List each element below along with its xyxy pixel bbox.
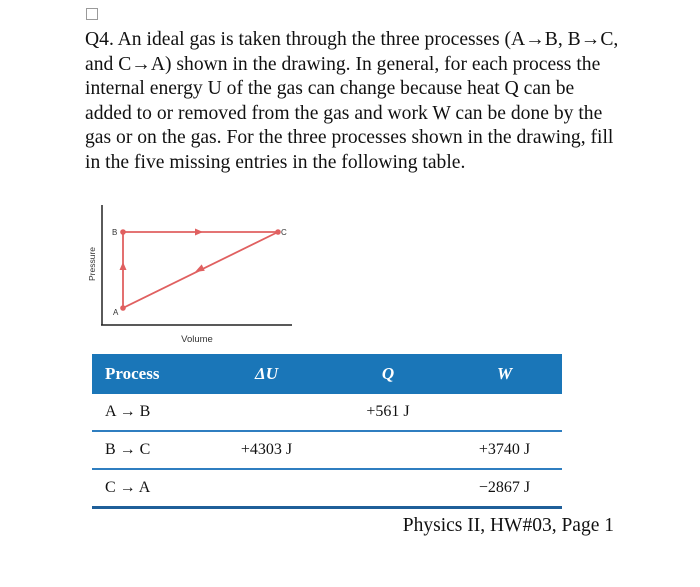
- cell-delta-u: [204, 469, 329, 508]
- table-row: [92, 431, 562, 469]
- arrow-a-to-b: [120, 262, 127, 270]
- cell-process: C → A: [92, 469, 204, 508]
- x-axis-label: Volume: [181, 334, 213, 344]
- table-row: [92, 469, 562, 508]
- pv-diagram: [84, 204, 294, 344]
- header-w: W: [447, 354, 562, 394]
- arrow-b-to-c: [195, 229, 203, 236]
- cell-process: A → B: [92, 394, 204, 431]
- cell-w: −2867 J: [447, 469, 562, 508]
- label-c: C: [281, 228, 287, 237]
- cell-q: [329, 469, 447, 508]
- point-a: [120, 305, 126, 311]
- cell-w: +3740 J: [447, 431, 562, 469]
- header-process: Process: [92, 354, 204, 394]
- cell-process: B → C: [92, 431, 204, 469]
- cell-delta-u: +4303 J: [204, 431, 329, 469]
- table-header-row: [92, 354, 562, 394]
- page-footer: Physics II, HW#03, Page 1: [402, 515, 614, 536]
- cell-q: +561 J: [329, 394, 447, 431]
- question-text: Q4. An ideal gas is taken through the three processes (A→B, B→C, and C→A) shown in the drawing. In general, for each process the internal energy U of the gas can change because heat Q can be added to or removed from the gas and work W can be done by the gas or on the gas. For the three processes shown in the drawing, fill in the five missing entries in the following table.: [85, 29, 619, 173]
- header-q: Q: [329, 354, 447, 394]
- cell-q: [329, 431, 447, 469]
- checkbox[interactable]: [86, 8, 98, 20]
- y-axis-label: Pressure: [87, 246, 97, 282]
- label-b: B: [112, 228, 118, 237]
- header-delta-u: ΔU: [204, 354, 329, 394]
- point-c: [275, 229, 281, 235]
- cell-w: [447, 394, 562, 431]
- process-table: [92, 354, 562, 509]
- cell-delta-u: [204, 394, 329, 431]
- point-b: [120, 229, 126, 235]
- label-a: A: [113, 308, 119, 317]
- arrow-c-to-a: [195, 264, 205, 272]
- table-row: [92, 394, 562, 431]
